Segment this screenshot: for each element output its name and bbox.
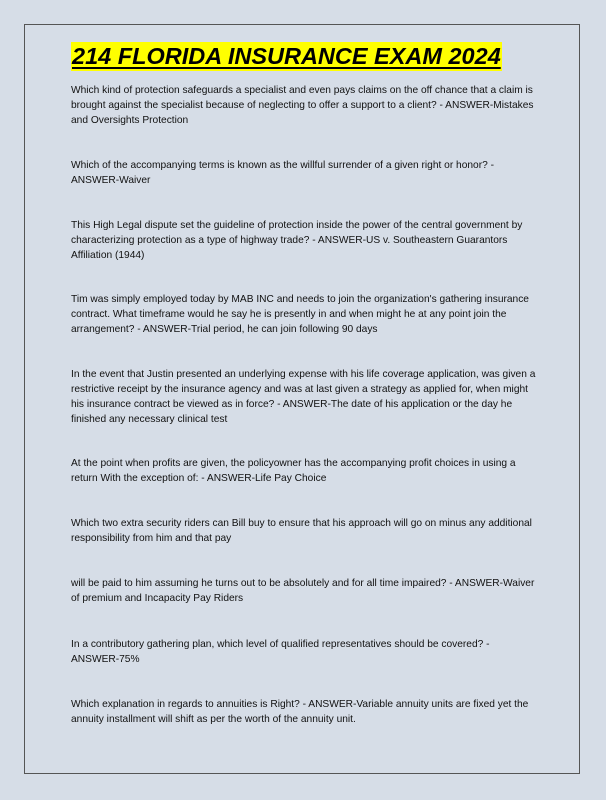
qa-item: Tim was simply employed today by MAB INC and needs to join the organization's gathering insurance contract. What timeframe would he say he is presently in and when might he at any point join the arrangement? - ANSWER-Trial period, he can join following 90 days — [71, 294, 529, 335]
qa-item: At the point when profits are given, the policyowner has the accompanying profit choices in using a return With the exception of: - ANSWER-Life Pay Choice — [71, 458, 516, 484]
document-title: 214 FLORIDA INSURANCE EXAM 2024 — [72, 43, 501, 69]
qa-item: This High Legal dispute set the guideline of protection inside the power of the central government by characterizing protection as a type of highway trade? - ANSWER-US v. Southeastern Guarantors Affiliation (1944) — [71, 220, 523, 261]
qa-item: Which explanation in regards to annuities is Right? - ANSWER-Variable annuity units are fixed yet the annuity installment will shift as per the worth of the annuity unit. — [71, 699, 529, 725]
document-page — [24, 24, 580, 774]
qa-item: In a contributory gathering plan, which level of qualified representatives should be covered? - ANSWER-75% — [71, 639, 490, 665]
qa-item: Which of the accompanying terms is known as the willful surrender of a given right or honor? - ANSWER-Waiver — [71, 160, 494, 186]
qa-item: Which kind of protection safeguards a specialist and even pays claims on the off chance that a claim is brought against the specialist because of neglecting to offer a support to a client? - ANSWER-Mistakes and Oversights Protection — [71, 85, 534, 126]
qa-item: Which two extra security riders can Bill buy to ensure that his approach will go on minus any additional responsibility from him and that pay — [71, 518, 532, 544]
qa-item: will be paid to him assuming he turns out to be absolutely and for all time impaired? - ANSWER-Waiver of premium and Incapacity Pay Riders — [71, 578, 535, 604]
qa-item: In the event that Justin presented an underlying expense with his life coverage application, was given a restrictive receipt by the insurance agency and was at last given a strategy as applied for, when might his insurance contract be viewed as in force? - ANSWER-The date of his application or the day he finished any necessary clinical test — [71, 369, 536, 425]
